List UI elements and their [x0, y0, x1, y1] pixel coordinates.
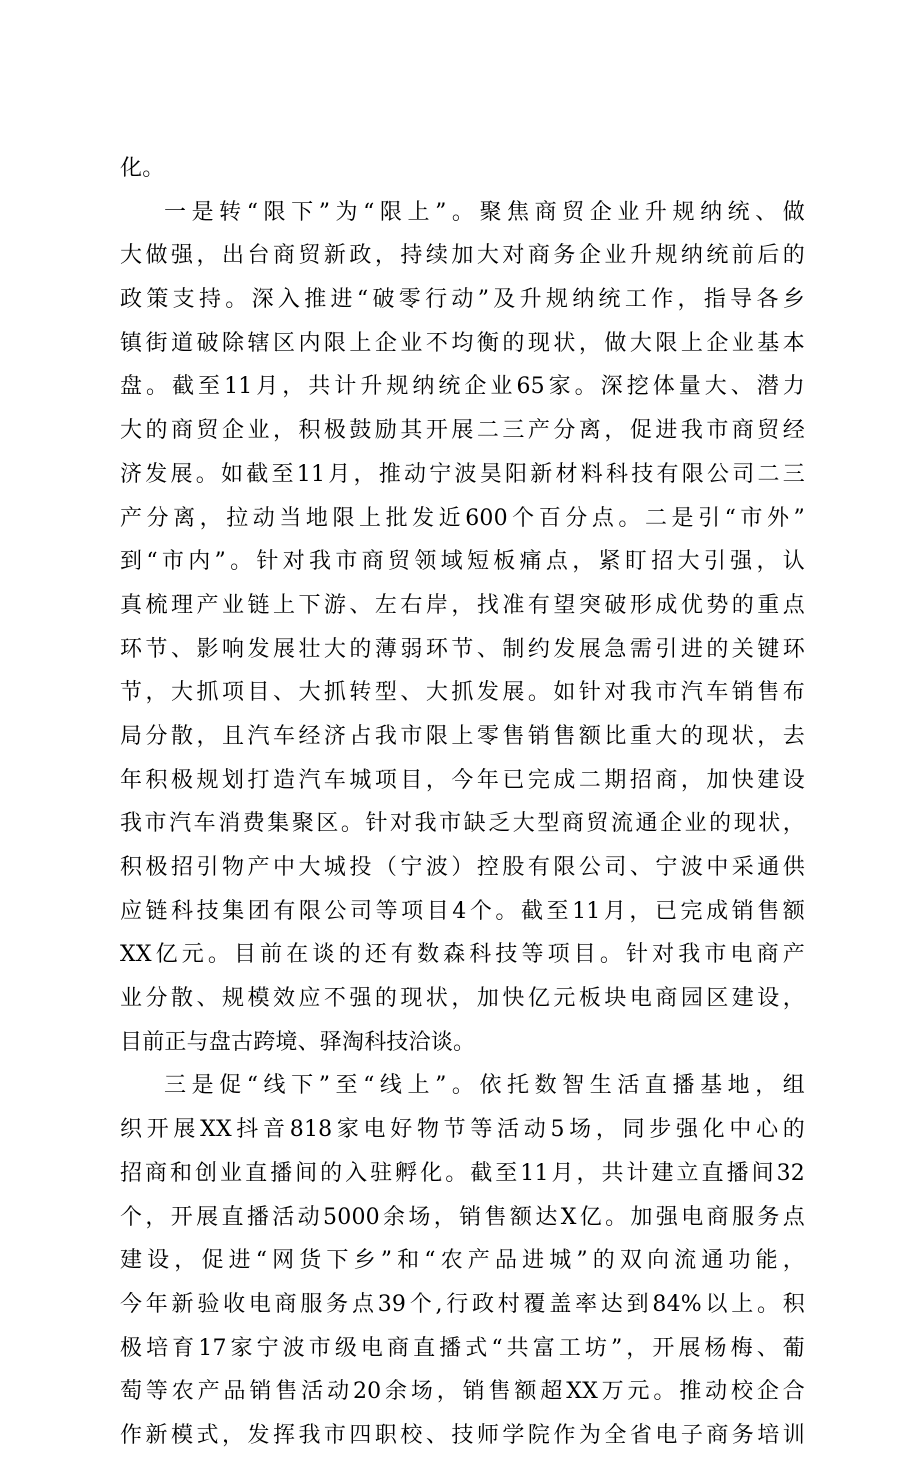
- text-line: 大做强，出台商贸新政，持续加大对商务企业升规纳统前后的: [120, 243, 805, 269]
- paragraph-start-line: 一是转“限下”为“限上”。聚焦商贸企业升规纳统、做: [164, 199, 805, 225]
- text-line: 今年新验收电商服务点39个,行政村覆盖率达到84%以上。积: [120, 1291, 805, 1317]
- text-line: 业分散、规模效应不强的现状，加快亿元板块电商园区建设，: [120, 986, 805, 1012]
- text-line: 化。: [120, 156, 165, 181]
- text-line: 积极招引物产中大城投（宁波）控股有限公司、宁波中采通供: [120, 855, 805, 880]
- text-line: 作新模式，发挥我市四职校、技师学院作为全省电子商务培训: [120, 1422, 805, 1448]
- text-line: 年积极规划打造汽车城项目，今年已完成二期招商，加快建设: [120, 767, 805, 793]
- text-line: 政策支持。深入推进“破零行动”及升规纳统工作，指导各乡: [120, 287, 805, 313]
- text-line: 建设，促进“网货下乡”和“农产品进城”的双向流通功能，: [120, 1248, 805, 1274]
- text-line: 极培育17家宁波市级电商直播式“共富工坊”，开展杨梅、葡: [120, 1335, 805, 1361]
- text-line: 产分离，拉动当地限上批发近600个百分点。二是引“市外”: [120, 505, 805, 531]
- text-line: 济发展。如截至11月，推动宁波昊阳新材料科技有限公司二三: [120, 461, 805, 487]
- text-line: 镇街道破除辖区内限上企业不均衡的现状，做大限上企业基本: [120, 330, 805, 356]
- body-text: [120, 147, 805, 1458]
- text-line: 应链科技集团有限公司等项目4个。截至11月，已完成销售额: [120, 898, 805, 924]
- text-line: 目前正与盘古跨境、驿淘科技洽谈。: [120, 1029, 476, 1055]
- paragraph-start-line: 三是促“线下”至“线上”。依托数智生活直播基地，组: [164, 1073, 805, 1099]
- text-line: 招商和创业直播间的入驻孵化。截至11月，共计建立直播间32: [120, 1160, 805, 1186]
- text-line: 盘。截至11月，共计升规纳统企业65家。深挖体量大、潜力: [120, 374, 805, 400]
- text-line: 织开展XX抖音818家电好物节等活动5场，同步强化中心的: [120, 1117, 805, 1143]
- text-line: 节，大抓项目、大抓转型、大抓发展。如针对我市汽车销售布: [120, 680, 805, 706]
- text-line: 局分散，且汽车经济占我市限上零售销售额比重大的现状，去: [120, 723, 805, 749]
- text-line: 环节、影响发展壮大的薄弱环节、制约发展急需引进的关键环: [120, 636, 805, 662]
- text-line: 我市汽车消费集聚区。针对我市缺乏大型商贸流通企业的现状，: [120, 811, 805, 837]
- text-line: 萄等农产品销售活动20余场，销售额超XX万元。推动校企合: [120, 1379, 805, 1405]
- text-line: 真梳理产业链上下游、左右岸，找准有望突破形成优势的重点: [120, 592, 805, 618]
- text-line: 个，开展直播活动5000余场，销售额达X亿。加强电商服务点: [120, 1204, 805, 1230]
- text-line: XX亿元。目前在谈的还有数森科技等项目。针对我市电商产: [120, 942, 805, 968]
- text-line: 大的商贸企业，积极鼓励其开展二三产分离，促进我市商贸经: [120, 418, 805, 444]
- text-line: 到“市内”。针对我市商贸领域短板痛点，紧盯招大引强，认: [120, 549, 805, 575]
